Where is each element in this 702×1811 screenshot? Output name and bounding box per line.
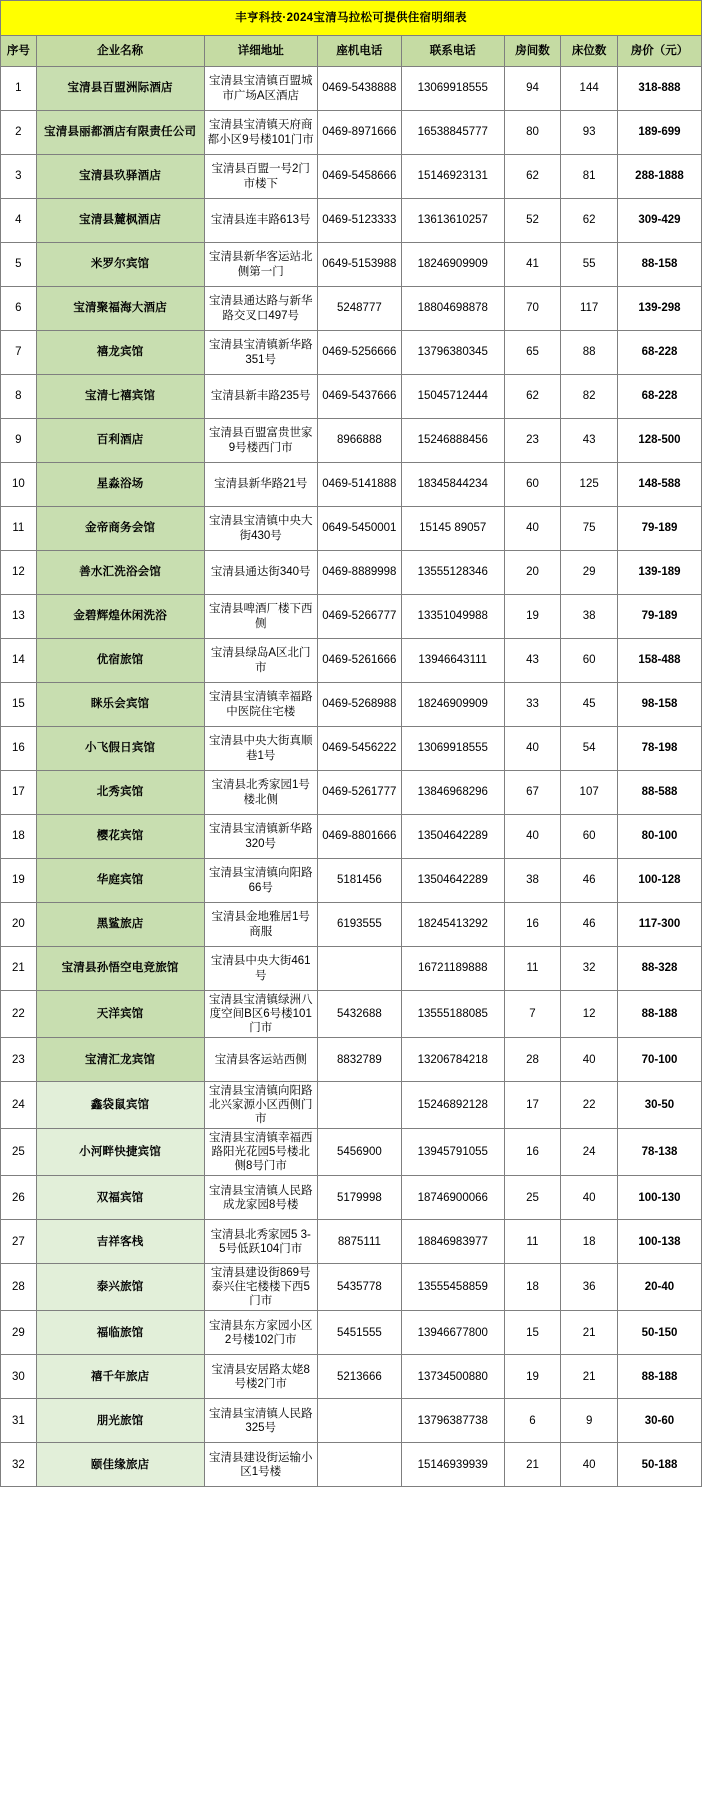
room-price: 139-189	[617, 551, 701, 595]
contact-phone: 16538845777	[401, 111, 504, 155]
landline-phone: 0469-5266777	[317, 595, 401, 639]
bed-count: 38	[561, 595, 618, 639]
page-title: 丰亨科技·2024宝清马拉松可提供住宿明细表	[1, 1, 702, 36]
company-address: 宝清县宝清镇绿洲八度空间B区6号楼101门市	[204, 991, 317, 1038]
column-header-rooms: 房间数	[504, 36, 561, 67]
bed-count: 9	[561, 1399, 618, 1443]
room-count: 6	[504, 1399, 561, 1443]
row-index: 3	[1, 155, 37, 199]
row-index: 19	[1, 859, 37, 903]
table-row	[1, 111, 702, 155]
bed-count: 82	[561, 375, 618, 419]
bed-count: 40	[561, 1176, 618, 1220]
table-row	[1, 991, 702, 1038]
bed-count: 46	[561, 859, 618, 903]
room-price: 50-188	[617, 1443, 701, 1487]
table-row	[1, 419, 702, 463]
landline-phone	[317, 1443, 401, 1487]
row-index: 11	[1, 507, 37, 551]
room-price: 78-198	[617, 727, 701, 771]
landline-phone: 5456900	[317, 1129, 401, 1176]
room-count: 80	[504, 111, 561, 155]
room-count: 19	[504, 595, 561, 639]
bed-count: 62	[561, 199, 618, 243]
company-name: 吉祥客栈	[36, 1220, 204, 1264]
room-count: 11	[504, 947, 561, 991]
company-name: 泰兴旅馆	[36, 1264, 204, 1311]
room-count: 67	[504, 771, 561, 815]
bed-count: 88	[561, 331, 618, 375]
landline-phone: 5179998	[317, 1176, 401, 1220]
contact-phone: 15045712444	[401, 375, 504, 419]
table-row	[1, 1311, 702, 1355]
company-name: 小飞假日宾馆	[36, 727, 204, 771]
row-index: 12	[1, 551, 37, 595]
table-row	[1, 1399, 702, 1443]
contact-phone: 18345844234	[401, 463, 504, 507]
room-count: 94	[504, 67, 561, 111]
contact-phone: 13351049988	[401, 595, 504, 639]
contact-phone: 18804698878	[401, 287, 504, 331]
room-count: 33	[504, 683, 561, 727]
table-row	[1, 463, 702, 507]
contact-phone: 13796380345	[401, 331, 504, 375]
landline-phone: 5451555	[317, 1311, 401, 1355]
company-name: 金帝商务会馆	[36, 507, 204, 551]
row-index: 13	[1, 595, 37, 639]
room-price: 318-888	[617, 67, 701, 111]
landline-phone: 5181456	[317, 859, 401, 903]
bed-count: 43	[561, 419, 618, 463]
row-index: 30	[1, 1355, 37, 1399]
company-name: 朋光旅馆	[36, 1399, 204, 1443]
company-name: 宝清聚福海大酒店	[36, 287, 204, 331]
company-address: 宝清县新华客运站北侧第一门	[204, 243, 317, 287]
table-row	[1, 727, 702, 771]
room-count: 52	[504, 199, 561, 243]
room-count: 41	[504, 243, 561, 287]
company-address: 宝清县新华路21号	[204, 463, 317, 507]
column-header-index: 序号	[1, 36, 37, 67]
table-row	[1, 595, 702, 639]
contact-phone: 16721189888	[401, 947, 504, 991]
table-row	[1, 1038, 702, 1082]
company-address: 宝清县金地雅居1号商服	[204, 903, 317, 947]
table-row	[1, 375, 702, 419]
landline-phone: 0469-5268988	[317, 683, 401, 727]
room-price: 79-189	[617, 507, 701, 551]
company-name: 宝清七禧宾馆	[36, 375, 204, 419]
table-row	[1, 947, 702, 991]
column-header-landline: 座机电话	[317, 36, 401, 67]
company-address: 宝清县北秀家园5 3-5号低跃104门市	[204, 1220, 317, 1264]
company-name: 星淼浴场	[36, 463, 204, 507]
table-row	[1, 1443, 702, 1487]
header-row	[1, 36, 702, 67]
landline-phone	[317, 947, 401, 991]
company-name: 宝清县百盟洲际酒店	[36, 67, 204, 111]
table-row	[1, 639, 702, 683]
row-index: 28	[1, 1264, 37, 1311]
contact-phone: 18746900066	[401, 1176, 504, 1220]
company-address: 宝清县宝清镇幸福路中医院住宅楼	[204, 683, 317, 727]
row-index: 2	[1, 111, 37, 155]
room-count: 11	[504, 1220, 561, 1264]
landline-phone: 0469-5261777	[317, 771, 401, 815]
company-name: 鑫袋鼠宾馆	[36, 1082, 204, 1129]
company-name: 宝清县麓枫酒店	[36, 199, 204, 243]
company-name: 华庭宾馆	[36, 859, 204, 903]
company-address: 宝清县宝清镇人民路325号	[204, 1399, 317, 1443]
bed-count: 60	[561, 639, 618, 683]
bed-count: 81	[561, 155, 618, 199]
bed-count: 21	[561, 1311, 618, 1355]
room-price: 88-188	[617, 1355, 701, 1399]
landline-phone: 6193555	[317, 903, 401, 947]
company-address: 宝清县宝清镇人民路成龙家园8号楼	[204, 1176, 317, 1220]
landline-phone: 0649-5153988	[317, 243, 401, 287]
company-name: 宝清县玖驿酒店	[36, 155, 204, 199]
row-index: 27	[1, 1220, 37, 1264]
bed-count: 40	[561, 1038, 618, 1082]
room-count: 65	[504, 331, 561, 375]
row-index: 15	[1, 683, 37, 727]
room-count: 16	[504, 903, 561, 947]
room-price: 78-138	[617, 1129, 701, 1176]
bed-count: 12	[561, 991, 618, 1038]
room-price: 100-130	[617, 1176, 701, 1220]
bed-count: 18	[561, 1220, 618, 1264]
landline-phone: 0469-5256666	[317, 331, 401, 375]
row-index: 21	[1, 947, 37, 991]
title-row	[1, 1, 702, 36]
row-index: 1	[1, 67, 37, 111]
row-index: 4	[1, 199, 37, 243]
company-address: 宝清县安居路太姥8号楼2门市	[204, 1355, 317, 1399]
room-count: 23	[504, 419, 561, 463]
bed-count: 107	[561, 771, 618, 815]
room-price: 100-128	[617, 859, 701, 903]
bed-count: 93	[561, 111, 618, 155]
row-index: 6	[1, 287, 37, 331]
room-price: 20-40	[617, 1264, 701, 1311]
room-price: 88-158	[617, 243, 701, 287]
room-count: 17	[504, 1082, 561, 1129]
company-address: 宝清县建设街运输小区1号楼	[204, 1443, 317, 1487]
contact-phone: 15145 89057	[401, 507, 504, 551]
company-name: 双福宾馆	[36, 1176, 204, 1220]
row-index: 23	[1, 1038, 37, 1082]
contact-phone: 13504642289	[401, 815, 504, 859]
company-name: 黑鲨旅店	[36, 903, 204, 947]
company-address: 宝清县通达街340号	[204, 551, 317, 595]
company-name: 眯乐会宾馆	[36, 683, 204, 727]
company-address: 宝清县通达路与新华路交叉口497号	[204, 287, 317, 331]
company-address: 宝清县绿岛A区北门市	[204, 639, 317, 683]
bed-count: 117	[561, 287, 618, 331]
company-name: 天洋宾馆	[36, 991, 204, 1038]
landline-phone: 5435778	[317, 1264, 401, 1311]
table-row	[1, 1082, 702, 1129]
landline-phone: 0469-8801666	[317, 815, 401, 859]
contact-phone: 13946677800	[401, 1311, 504, 1355]
contact-phone: 15146923131	[401, 155, 504, 199]
bed-count: 36	[561, 1264, 618, 1311]
table-row	[1, 1355, 702, 1399]
row-index: 10	[1, 463, 37, 507]
row-index: 9	[1, 419, 37, 463]
table-row	[1, 67, 702, 111]
room-price: 88-188	[617, 991, 701, 1038]
contact-phone: 18846983977	[401, 1220, 504, 1264]
contact-phone: 13206784218	[401, 1038, 504, 1082]
bed-count: 60	[561, 815, 618, 859]
bed-count: 75	[561, 507, 618, 551]
room-price: 309-429	[617, 199, 701, 243]
contact-phone: 13555458859	[401, 1264, 504, 1311]
room-price: 79-189	[617, 595, 701, 639]
company-name: 百利酒店	[36, 419, 204, 463]
room-price: 50-150	[617, 1311, 701, 1355]
table-row	[1, 1129, 702, 1176]
company-address: 宝清县宝清镇百盟城市广场A区酒店	[204, 67, 317, 111]
bed-count: 32	[561, 947, 618, 991]
landline-phone: 0469-5438888	[317, 67, 401, 111]
company-address: 宝清县东方家园小区2号楼102门市	[204, 1311, 317, 1355]
contact-phone: 13069918555	[401, 67, 504, 111]
landline-phone	[317, 1082, 401, 1129]
room-count: 40	[504, 727, 561, 771]
landline-phone: 0469-5261666	[317, 639, 401, 683]
landline-phone: 0469-8971666	[317, 111, 401, 155]
contact-phone: 13846968296	[401, 771, 504, 815]
room-count: 60	[504, 463, 561, 507]
contact-phone: 13734500880	[401, 1355, 504, 1399]
contact-phone: 15246888456	[401, 419, 504, 463]
table-row	[1, 1176, 702, 1220]
contact-phone: 13555188085	[401, 991, 504, 1038]
contact-phone: 13555128346	[401, 551, 504, 595]
row-index: 18	[1, 815, 37, 859]
company-address: 宝清县百盟富贵世家9号楼西门市	[204, 419, 317, 463]
company-name: 宝清县丽都酒店有限责任公司	[36, 111, 204, 155]
contact-phone: 18246909909	[401, 683, 504, 727]
company-address: 宝清县宝清镇新华路320号	[204, 815, 317, 859]
room-count: 38	[504, 859, 561, 903]
landline-phone: 0469-5437666	[317, 375, 401, 419]
room-price: 68-228	[617, 331, 701, 375]
bed-count: 46	[561, 903, 618, 947]
company-name: 宝清汇龙宾馆	[36, 1038, 204, 1082]
table-row	[1, 287, 702, 331]
room-price: 117-300	[617, 903, 701, 947]
landline-phone: 5432688	[317, 991, 401, 1038]
column-header-company: 企业名称	[36, 36, 204, 67]
room-price: 80-100	[617, 815, 701, 859]
row-index: 5	[1, 243, 37, 287]
row-index: 24	[1, 1082, 37, 1129]
company-name: 金碧辉煌休闲洗浴	[36, 595, 204, 639]
company-address: 宝清县北秀家园1号楼北侧	[204, 771, 317, 815]
landline-phone: 8966888	[317, 419, 401, 463]
company-address: 宝清县客运站西侧	[204, 1038, 317, 1082]
column-header-price: 房价（元）	[617, 36, 701, 67]
company-address: 宝清县宝清镇中央大街430号	[204, 507, 317, 551]
landline-phone: 0469-5458666	[317, 155, 401, 199]
bed-count: 21	[561, 1355, 618, 1399]
room-count: 40	[504, 507, 561, 551]
row-index: 17	[1, 771, 37, 815]
table-row	[1, 859, 702, 903]
company-address: 宝清县宝清镇天府商都小区9号楼101门市	[204, 111, 317, 155]
table-row	[1, 1264, 702, 1311]
company-address: 宝清县建设街869号泰兴住宅楼楼下西5门市	[204, 1264, 317, 1311]
room-price: 148-588	[617, 463, 701, 507]
bed-count: 125	[561, 463, 618, 507]
room-count: 25	[504, 1176, 561, 1220]
landline-phone: 5248777	[317, 287, 401, 331]
bed-count: 55	[561, 243, 618, 287]
room-price: 70-100	[617, 1038, 701, 1082]
row-index: 32	[1, 1443, 37, 1487]
room-count: 43	[504, 639, 561, 683]
table-row	[1, 155, 702, 199]
contact-phone: 18246909909	[401, 243, 504, 287]
landline-phone: 0469-8889998	[317, 551, 401, 595]
table-row	[1, 903, 702, 947]
company-name: 禧千年旅店	[36, 1355, 204, 1399]
company-address: 宝清县连丰路613号	[204, 199, 317, 243]
room-count: 7	[504, 991, 561, 1038]
company-name: 北秀宾馆	[36, 771, 204, 815]
company-name: 小河畔快捷宾馆	[36, 1129, 204, 1176]
table-row	[1, 1220, 702, 1264]
contact-phone: 13069918555	[401, 727, 504, 771]
contact-phone: 13796387738	[401, 1399, 504, 1443]
contact-phone: 13945791055	[401, 1129, 504, 1176]
row-index: 26	[1, 1176, 37, 1220]
bed-count: 54	[561, 727, 618, 771]
row-index: 25	[1, 1129, 37, 1176]
company-address: 宝清县宝清镇向阳路66号	[204, 859, 317, 903]
room-count: 62	[504, 375, 561, 419]
row-index: 20	[1, 903, 37, 947]
table-row	[1, 199, 702, 243]
row-index: 14	[1, 639, 37, 683]
column-header-contact: 联系电话	[401, 36, 504, 67]
company-address: 宝清县中央大街461号	[204, 947, 317, 991]
row-index: 22	[1, 991, 37, 1038]
room-count: 70	[504, 287, 561, 331]
landline-phone: 0469-5141888	[317, 463, 401, 507]
room-price: 88-328	[617, 947, 701, 991]
room-count: 21	[504, 1443, 561, 1487]
column-header-address: 详细地址	[204, 36, 317, 67]
landline-phone: 8875111	[317, 1220, 401, 1264]
room-price: 98-158	[617, 683, 701, 727]
row-index: 29	[1, 1311, 37, 1355]
room-count: 16	[504, 1129, 561, 1176]
room-count: 19	[504, 1355, 561, 1399]
landline-phone	[317, 1399, 401, 1443]
room-price: 189-699	[617, 111, 701, 155]
room-count: 28	[504, 1038, 561, 1082]
company-address: 宝清县新丰路235号	[204, 375, 317, 419]
company-name: 颐佳缘旅店	[36, 1443, 204, 1487]
room-price: 158-488	[617, 639, 701, 683]
company-address: 宝清县百盟一号2门市楼下	[204, 155, 317, 199]
company-address: 宝清县宝清镇向阳路北兴家源小区西侧门市	[204, 1082, 317, 1129]
room-price: 288-1888	[617, 155, 701, 199]
company-address: 宝清县宝清镇幸福西路阳光花园5号楼北侧8号门市	[204, 1129, 317, 1176]
room-price: 88-588	[617, 771, 701, 815]
room-count: 15	[504, 1311, 561, 1355]
company-address: 宝清县中央大街真顺巷1号	[204, 727, 317, 771]
table-row	[1, 551, 702, 595]
landline-phone: 5213666	[317, 1355, 401, 1399]
column-header-beds: 床位数	[561, 36, 618, 67]
landline-phone: 0469-5456222	[317, 727, 401, 771]
contact-phone: 13613610257	[401, 199, 504, 243]
row-index: 8	[1, 375, 37, 419]
company-name: 米罗尔宾馆	[36, 243, 204, 287]
room-count: 20	[504, 551, 561, 595]
table-row	[1, 771, 702, 815]
room-price: 100-138	[617, 1220, 701, 1264]
contact-phone: 15246892128	[401, 1082, 504, 1129]
landline-phone: 8832789	[317, 1038, 401, 1082]
row-index: 16	[1, 727, 37, 771]
row-index: 7	[1, 331, 37, 375]
company-address: 宝清县宝清镇新华路351号	[204, 331, 317, 375]
room-price: 128-500	[617, 419, 701, 463]
bed-count: 22	[561, 1082, 618, 1129]
bed-count: 24	[561, 1129, 618, 1176]
contact-phone: 15146939939	[401, 1443, 504, 1487]
room-price: 68-228	[617, 375, 701, 419]
room-count: 62	[504, 155, 561, 199]
room-count: 40	[504, 815, 561, 859]
bed-count: 45	[561, 683, 618, 727]
room-price: 30-50	[617, 1082, 701, 1129]
company-name: 樱花宾馆	[36, 815, 204, 859]
table-row	[1, 243, 702, 287]
company-address: 宝清县啤酒厂楼下西侧	[204, 595, 317, 639]
table-row	[1, 815, 702, 859]
landline-phone: 0469-5123333	[317, 199, 401, 243]
table-row	[1, 331, 702, 375]
landline-phone: 0649-5450001	[317, 507, 401, 551]
room-price: 139-298	[617, 287, 701, 331]
company-name: 福临旅馆	[36, 1311, 204, 1355]
contact-phone: 18245413292	[401, 903, 504, 947]
bed-count: 144	[561, 67, 618, 111]
company-name: 善水汇洗浴会馆	[36, 551, 204, 595]
bed-count: 29	[561, 551, 618, 595]
table-row	[1, 683, 702, 727]
room-count: 18	[504, 1264, 561, 1311]
row-index: 31	[1, 1399, 37, 1443]
company-name: 禧龙宾馆	[36, 331, 204, 375]
table-row	[1, 507, 702, 551]
room-price: 30-60	[617, 1399, 701, 1443]
company-name: 优宿旅馆	[36, 639, 204, 683]
company-name: 宝清县孙悟空电竞旅馆	[36, 947, 204, 991]
bed-count: 40	[561, 1443, 618, 1487]
contact-phone: 13946643111	[401, 639, 504, 683]
contact-phone: 13504642289	[401, 859, 504, 903]
